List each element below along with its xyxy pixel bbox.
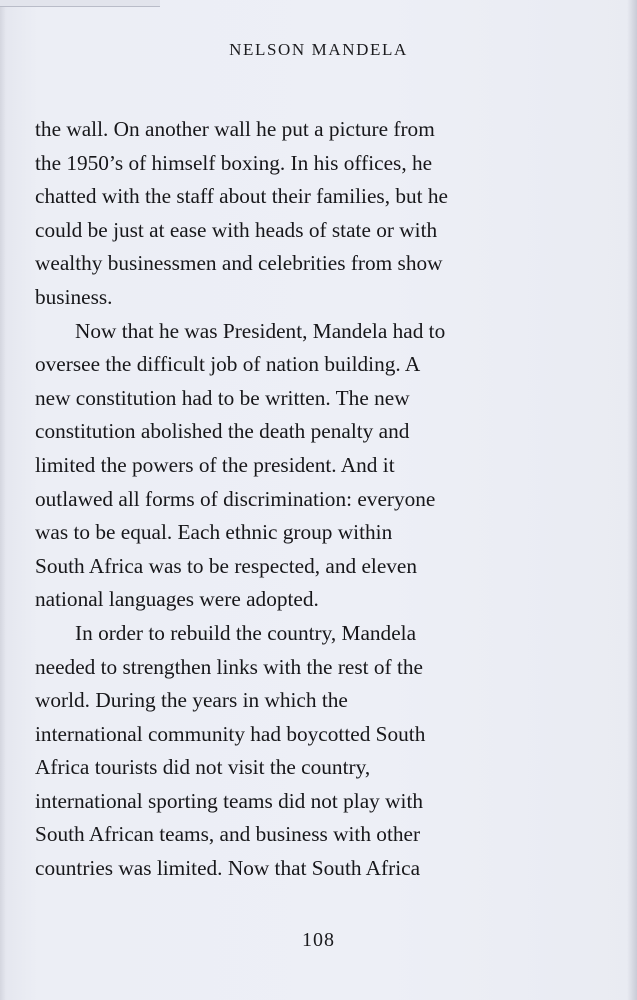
text-line: South Africa was to be respected, and eleven [35, 553, 418, 578]
text-line: countries was limited. Now that South Africa [35, 856, 421, 881]
text-line: could be just at ease with heads of state or with [35, 217, 438, 242]
text-line: needed to strengthen links with the rest of the [35, 654, 423, 679]
text-line: world. During the years in which the [35, 688, 348, 713]
text-line: constitution abolished the death penalty and [35, 419, 410, 444]
text-line: outlawed all forms of discrimination: everyone [35, 486, 436, 511]
paragraph-first-line: In order to rebuild the country, Mandela [75, 620, 417, 645]
page-number: 108 [302, 929, 335, 951]
text-line: was to be equal. Each ethnic group within [35, 520, 393, 545]
text-line: the wall. On another wall he put a picture from [35, 117, 435, 141]
text-line: Africa tourists did not visit the country, [35, 755, 371, 780]
text-line: national languages were adopted. [35, 587, 319, 612]
running-head: NELSON MANDELA [229, 40, 408, 59]
text-line: oversee the difficult job of nation building. A [35, 352, 421, 377]
text-line: South African teams, and business with other [35, 822, 421, 847]
text-line: business. [35, 284, 113, 309]
text-line: limited the powers of the president. And it [35, 452, 395, 477]
page-edge-shadow [0, 0, 160, 7]
text-line: wealthy businessmen and celebrities from show [35, 251, 443, 276]
text-line: international sporting teams did not play with [35, 788, 424, 813]
text-line: chatted with the staff about their families, but he [35, 184, 449, 209]
text-line: international community had boycotted South [35, 721, 426, 746]
text-line: new constitution had to be written. The new [35, 385, 410, 410]
paragraph-first-line: Now that he was President, Mandela had to [75, 318, 446, 343]
text-line: the 1950’s of himself boxing. In his offices, he [35, 150, 433, 175]
body-text [35, 113, 595, 886]
